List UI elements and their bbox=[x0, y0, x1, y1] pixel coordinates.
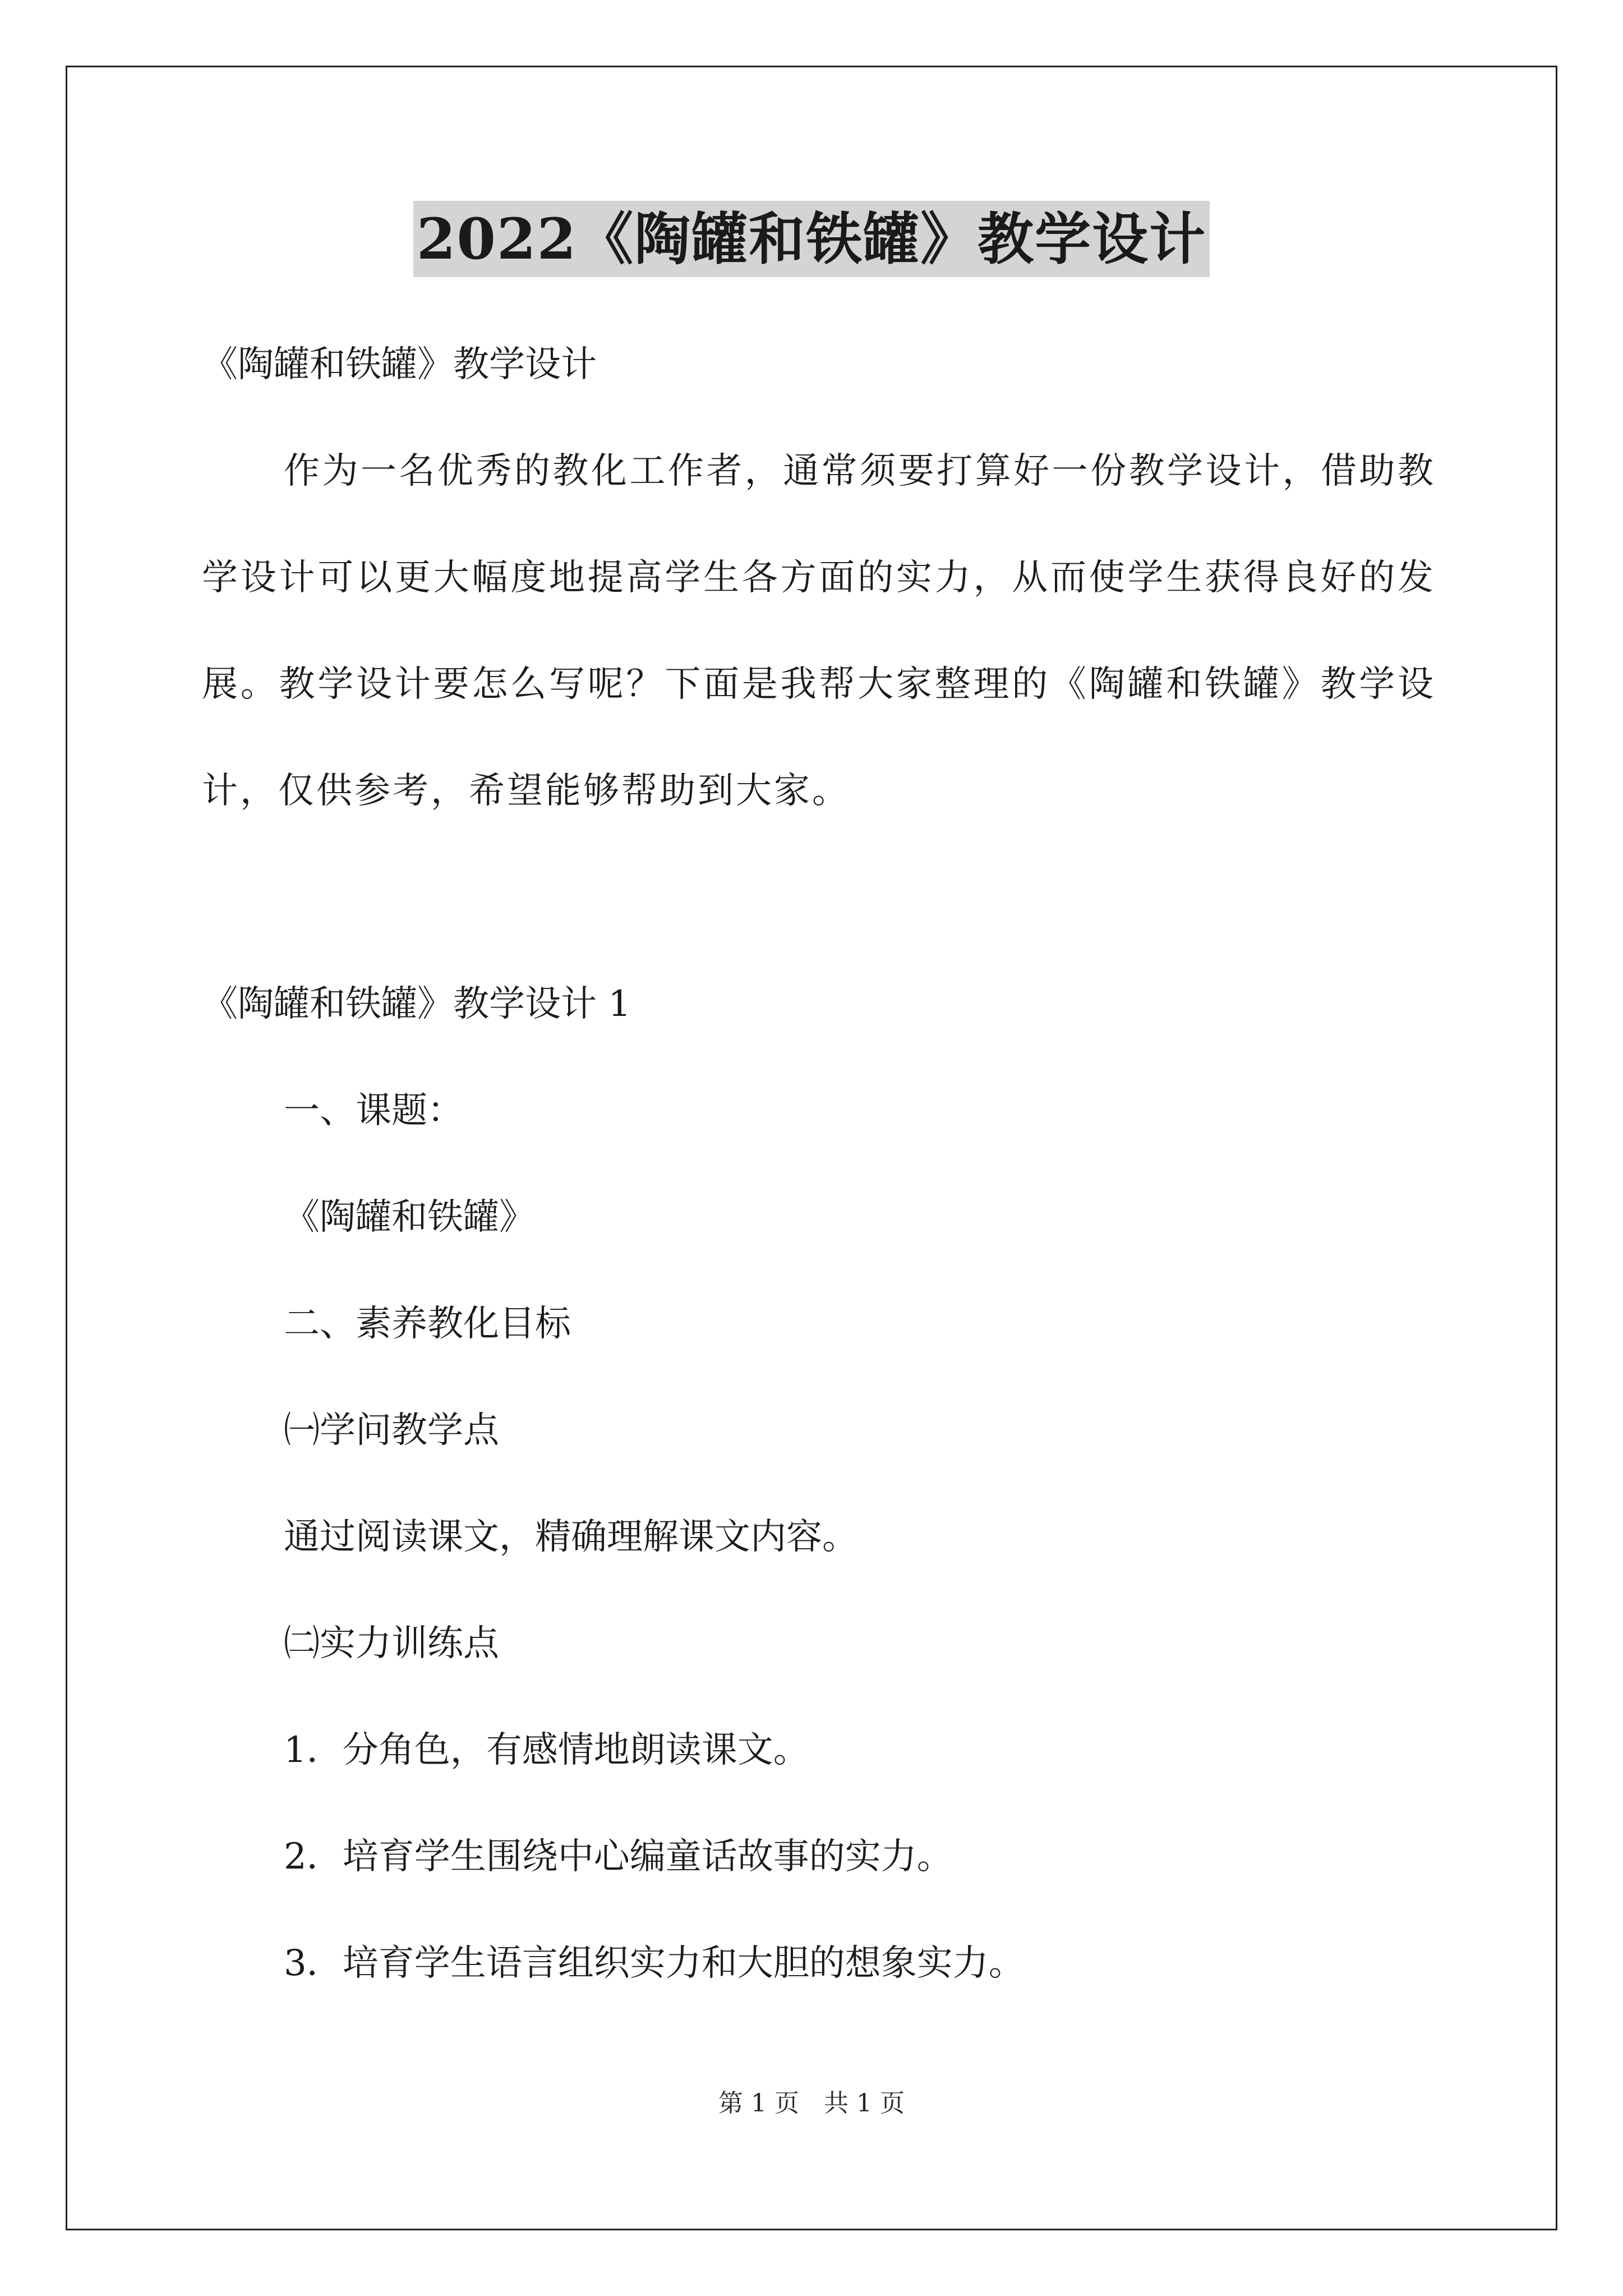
document-body bbox=[202, 311, 1436, 2017]
heading-topic: 一、课题： bbox=[284, 1090, 463, 1131]
topic-name: 《陶罐和铁罐》 bbox=[284, 1197, 535, 1238]
document-title: 2022《陶罐和铁罐》教学设计 bbox=[413, 201, 1210, 277]
section-title: 《陶罐和铁罐》教学设计 1 bbox=[202, 983, 631, 1025]
intro-paragraph: 作为一名优秀的教化工作者，通常须要打算好一份教学设计，借助教学设计可以更大幅度地提高学生各方面的实力，从而使学生获得良好的发展。教学设计要怎么写呢？下面是我帮大家整理的《陶罐和铁罐》教学设计，仅供参考，希望能够帮助到大家。 bbox=[202, 450, 1436, 812]
skill-item-3: 3．培育学生语言组织实力和大胆的想象实力。 bbox=[284, 1943, 1025, 1984]
skill-item-1: 1．分角色，有感情地朗读课文。 bbox=[284, 1729, 809, 1771]
blank-line bbox=[202, 844, 1436, 951]
page-footer: 第 1 页 共 1 页 bbox=[718, 2089, 905, 2118]
subheading-knowledge: ㈠学问教学点 bbox=[284, 1410, 499, 1451]
heading-goals: 二、素养教化目标 bbox=[284, 1303, 571, 1345]
subheading-skills: ㈡实力训练点 bbox=[284, 1623, 499, 1664]
skill-item-2: 2．培育学生围绕中心编童话故事的实力。 bbox=[284, 1836, 953, 1878]
title-container bbox=[0, 201, 1623, 277]
knowledge-text: 通过阅读课文，精确理解课文内容。 bbox=[284, 1516, 858, 1558]
subtitle: 《陶罐和铁罐》教学设计 bbox=[202, 344, 597, 385]
